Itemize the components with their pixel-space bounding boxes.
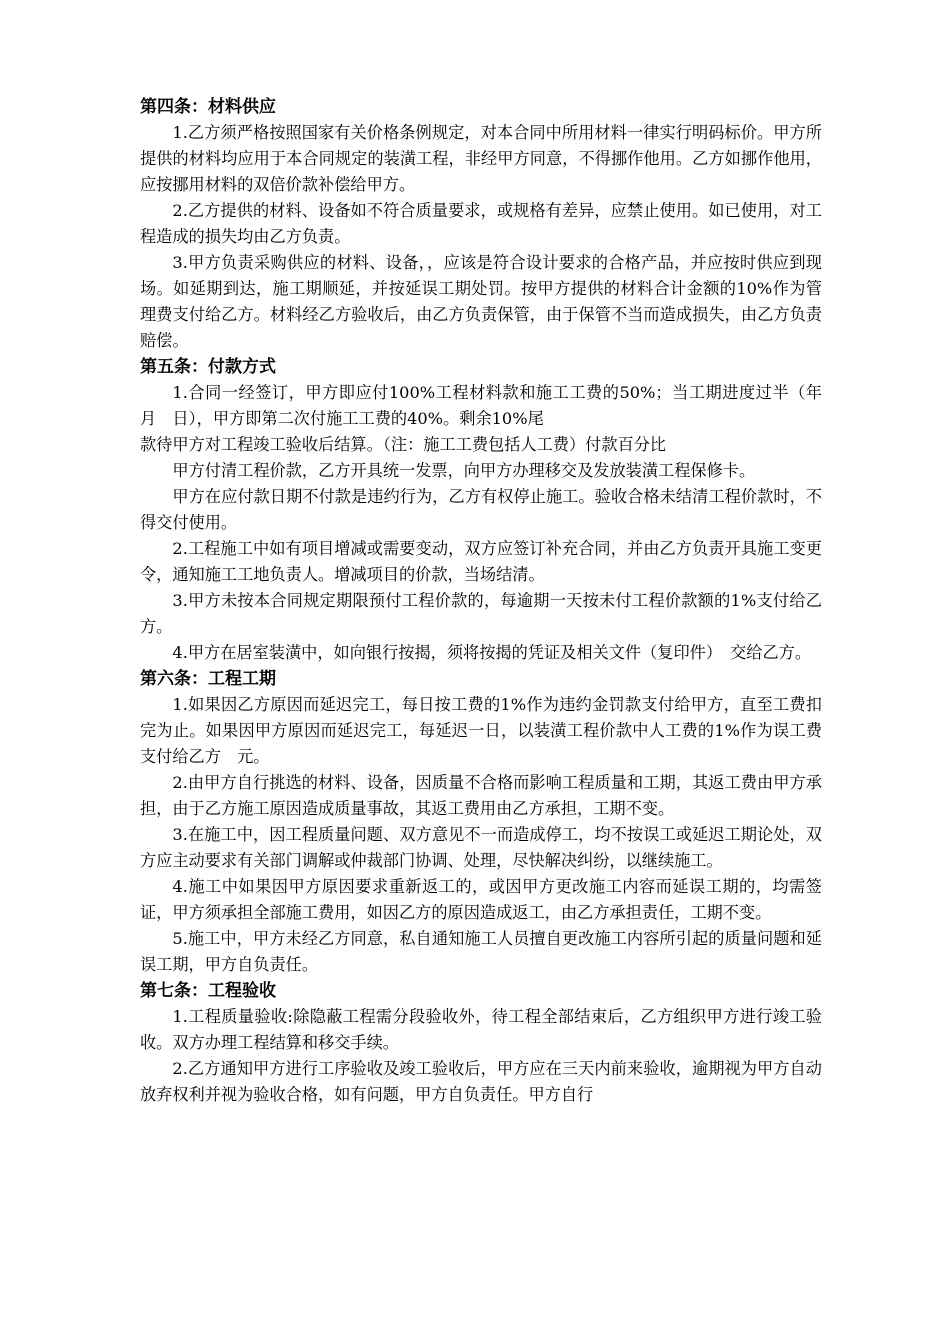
paragraph: 2.乙方通知甲方进行工序验收及竣工验收后，甲方应在三天内前来验收，逾期视为甲方自动放弃权利并视为验收合格，如有问题，甲方自负责任。甲方自行 [140,1059,822,1104]
paragraph: 1.如果因乙方原因而延迟完工，每日按工费的1%作为违约金罚款支付给甲方，直至工费扣完为止。如果因甲方原因而延迟完工，每延迟一日，以装潢工程价款中人工费的1%作为误工费支付给乙方 元。 [140,695,822,766]
paragraph: 款待甲方对工程竣工验收后结算。（注：施工工费包括人工费）付款百分比 [140,435,667,454]
section-heading-article-5: 第五条：付款方式 [140,357,276,377]
paragraph: 1.合同一经签订，甲方即应付100%工程材料款和施工工费的50%；当工期进度过半（年 月 日），甲方即第二次付施工工费的40%。剩余10%尾 [140,383,839,428]
paragraph: 1.工程质量验收:除隐蔽工程需分段验收外，待工程全部结束后，乙方组织甲方进行竣工验收。双方办理工程结算和移交手续。 [140,1007,822,1052]
paragraph: 2.工程施工中如有项目增减或需要变动，双方应签订补充合同，并由乙方负责开具施工变更令，通知施工工地负责人。增减项目的价款，当场结清。 [140,539,822,584]
paragraph: 3.甲方负责采购供应的材料、设备，，应该是符合设计要求的合格产品，并应按时供应到现场。如延期到达，施工期顺延，并按延误工期处罚。按甲方提供的材料合计金额的10%作为管理费支付给乙方。材料经乙方验收后，由乙方负责保管，由于保管不当而造成损失，由乙方负责赔偿。 [140,253,822,350]
contract-page [140,94,839,1108]
paragraph: 甲方付清工程价款，乙方开具统一发票，向甲方办理移交及发放装潢工程保修卡。 [172,461,756,480]
paragraph: 4.施工中如果因甲方原因要求重新返工的，或因甲方更改施工内容而延误工期的，均需签证，甲方须承担全部施工费用，如因乙方的原因造成返工，由乙方承担责任，工期不变。 [140,877,822,922]
section-heading-article-6: 第六条：工程工期 [140,669,276,689]
paragraph: 2.乙方提供的材料、设备如不符合质量要求，或规格有差异，应禁止使用。如已使用，对工程造成的损失均由乙方负责。 [140,201,822,246]
paragraph: 2.由甲方自行挑选的材料、设备，因质量不合格而影响工程质量和工期，其返工费由甲方承担，由于乙方施工原因造成质量事故，其返工费用由乙方承担，工期不变。 [140,773,822,818]
paragraph: 3.在施工中，因工程质量问题、双方意见不一而造成停工，均不按误工或延迟工期论处，双方应主动要求有关部门调解或仲裁部门协调、处理，尽快解决纠纷，以继续施工。 [140,825,822,870]
section-heading-article-7: 第七条：工程验收 [140,981,276,1001]
section-heading-article-4: 第四条：材料供应 [140,97,276,117]
paragraph: 5.施工中，甲方未经乙方同意，私自通知施工人员擅自更改施工内容所引起的质量问题和延误工期，甲方自负责任。 [140,929,822,974]
paragraph: 甲方在应付款日期不付款是违约行为，乙方有权停止施工。验收合格未结清工程价款时，不得交付使用。 [140,487,822,532]
paragraph: 4.甲方在居室装潢中，如向银行按揭，须将按揭的凭证及相关文件（复印件） 交给乙方。 [172,643,812,662]
paragraph: 3.甲方未按本合同规定期限预付工程价款的，每逾期一天按未付工程价款额的1%支付给乙方。 [140,591,822,636]
paragraph: 1.乙方须严格按照国家有关价格条例规定，对本合同中所用材料一律实行明码标价。甲方所提供的材料均应用于本合同规定的装潢工程，非经甲方同意，不得挪作他用。乙方如挪作他用，应按挪用材料的双倍价款补偿给甲方。 [140,123,822,194]
